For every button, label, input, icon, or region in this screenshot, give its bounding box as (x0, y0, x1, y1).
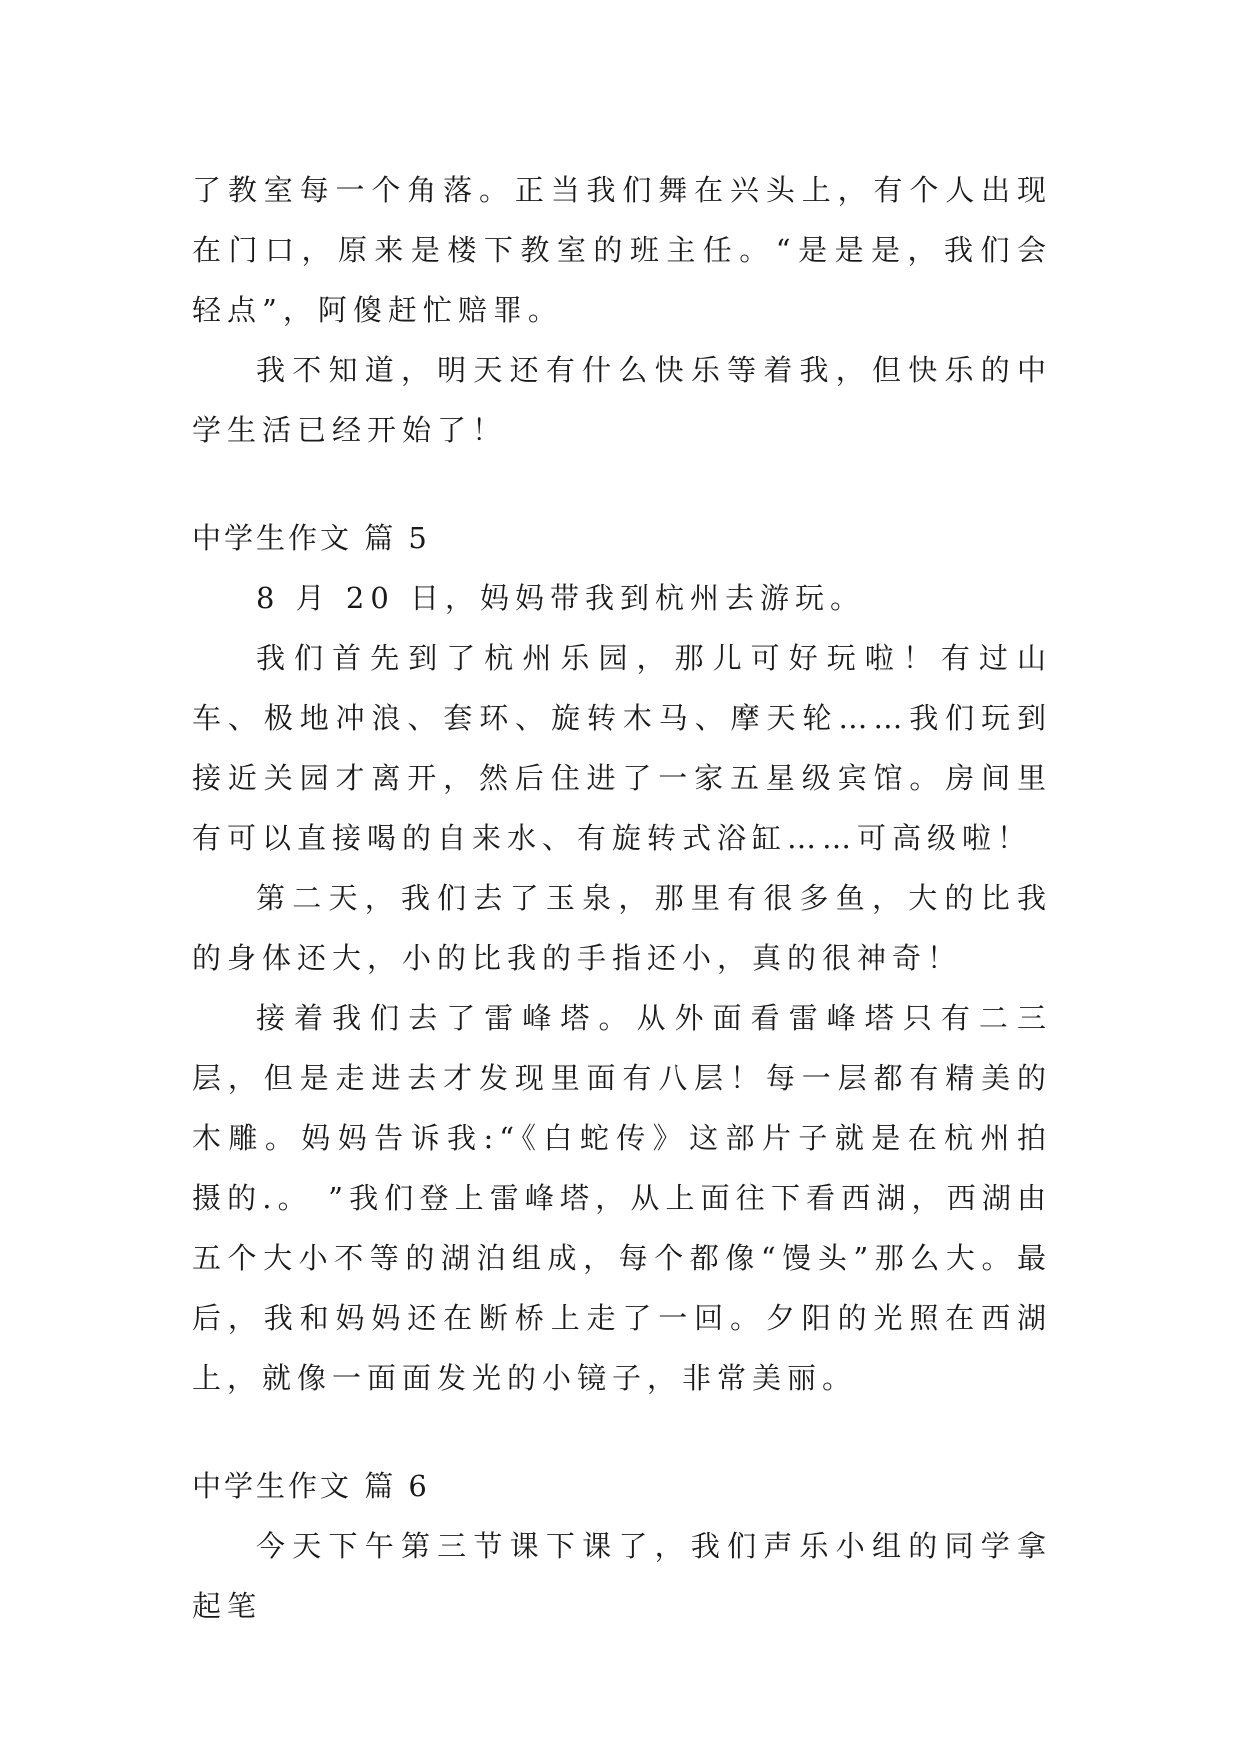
essay-6-paragraph: 今天下午第三节课下课了，我们声乐小组的同学拿起笔 (192, 1529, 1052, 1623)
essay-5-paragraph: 第二天，我们去了玉泉，那里有很多鱼，大的比我的身体还大，小的比我的手指还小，真的很神奇！ (192, 881, 1052, 975)
section-gap (192, 1408, 1052, 1456)
essay-5-paragraph: 接着我们去了雷峰塔。从外面看雷峰塔只有二三层，但是走进去才发现里面有八层！每一层都有精美的木雕。妈妈告诉我:“《白蛇传》这部片子就是在杭州拍摄的.。 ”我们登上雷峰塔，从上面往下看西湖，西湖由五个大小不等的湖泊组成，每个都像“馒头”那么大。最后，我和妈妈还在断桥上走了一回。夕阳的光照在西湖上，就像一面面发光的小镜子，非常美丽。 (192, 1001, 1052, 1395)
document-body (192, 160, 1052, 1636)
section-gap (192, 460, 1052, 508)
essay-5-paragraph: 我们首先到了杭州乐园，那儿可好玩啦！有过山车、极地冲浪、套环、旋转木马、摩天轮……我们玩到接近关园才离开，然后住进了一家五星级宾馆。房间里有可以直接喝的自来水、有旋转式浴缸……可高级啦！ (192, 641, 1052, 855)
essay-5-paragraph: 8 月 20 日，妈妈带我到杭州去游玩。 (256, 581, 866, 615)
essay-5-title: 中学生作文 篇 5 (192, 521, 430, 555)
continuation-paragraph: 了教室每一个角落。正当我们舞在兴头上，有个人出现在门口，原来是楼下教室的班主任。“是是是，我们会轻点”，阿傻赶忙赔罪。 (192, 173, 1052, 327)
essay-6-title: 中学生作文 篇 6 (192, 1469, 430, 1503)
continuation-paragraph: 我不知道，明天还有什么快乐等着我，但快乐的中学生活已经开始了！ (192, 353, 1052, 447)
